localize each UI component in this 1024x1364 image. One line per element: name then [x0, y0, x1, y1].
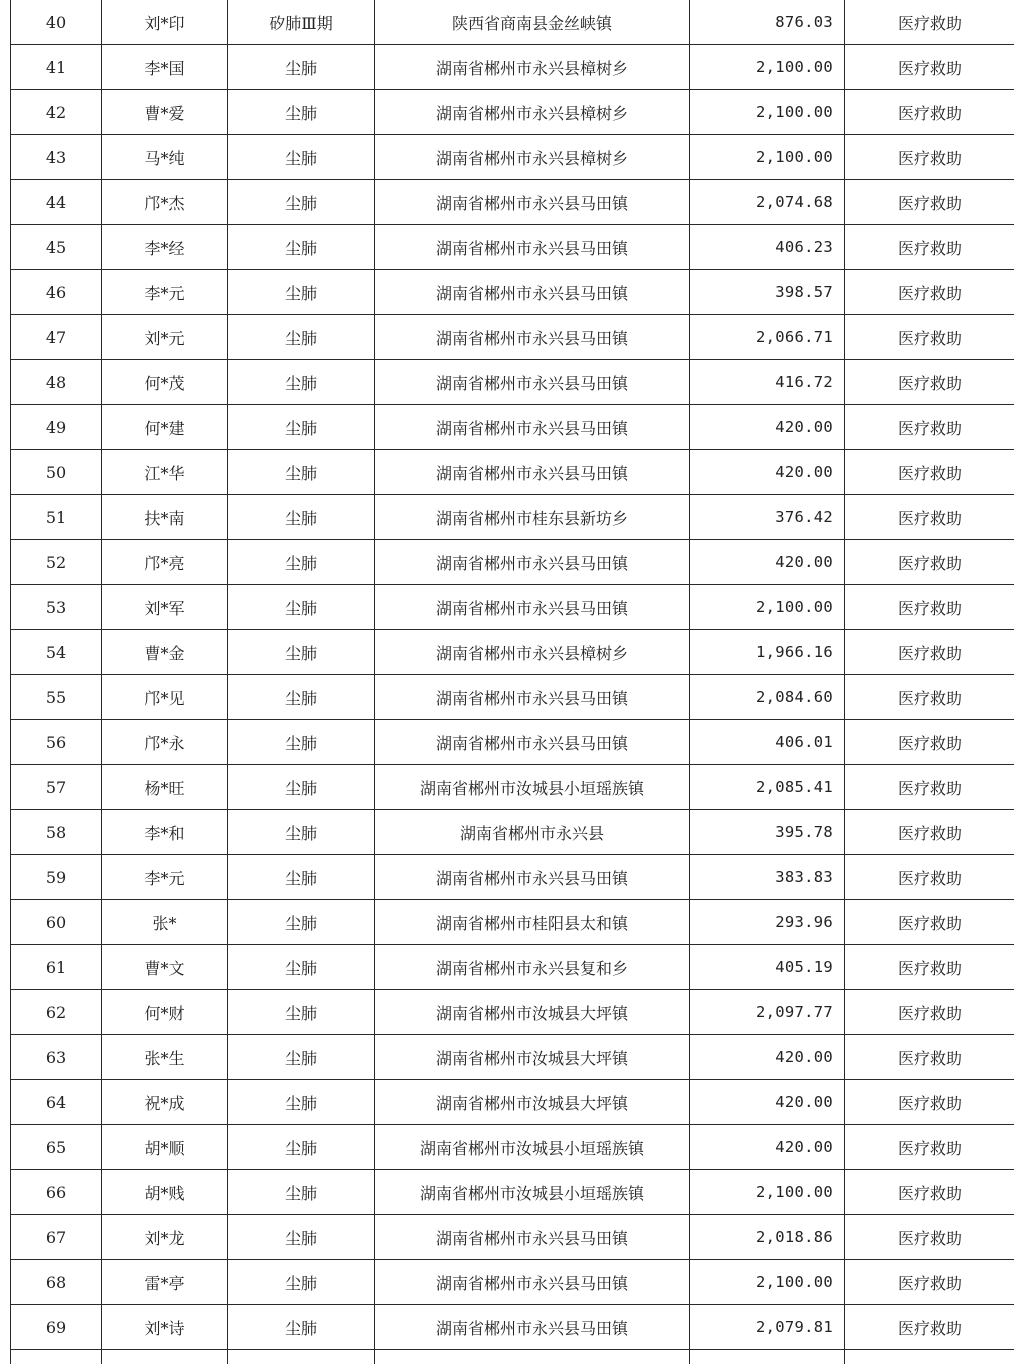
table-row [11, 45, 1015, 90]
row-number-cell: 46 [11, 270, 102, 315]
person-name-cell: 马*纯 [102, 135, 228, 180]
aid-type-cell: 医疗救助 [845, 225, 1015, 270]
amount-cell: 405.19 [690, 945, 845, 990]
amount-cell: 1,966.16 [690, 630, 845, 675]
amount-cell: 2,018.86 [690, 1215, 845, 1260]
disease-cell: 尘肺 [228, 900, 375, 945]
aid-type-cell: 医疗救助 [845, 630, 1015, 675]
row-number-cell: 47 [11, 315, 102, 360]
row-number-cell: 65 [11, 1125, 102, 1170]
aid-type-cell: 医疗救助 [845, 1080, 1015, 1125]
disease-cell: 尘肺 [228, 135, 375, 180]
amount-cell: 420.00 [690, 540, 845, 585]
address-cell: 湖南省郴州市汝城县小垣瑶族镇 [375, 1125, 690, 1170]
address-cell: 湖南省郴州市永兴县马田镇 [375, 180, 690, 225]
disease-cell: 尘肺 [228, 1260, 375, 1305]
aid-type-cell: 医疗救助 [845, 540, 1015, 585]
person-name-cell: 邝*见 [102, 675, 228, 720]
aid-type-cell: 医疗救助 [845, 1215, 1015, 1260]
aid-type-cell: 医疗救助 [845, 1125, 1015, 1170]
amount-cell: 420.00 [690, 1125, 845, 1170]
row-number-cell: 67 [11, 1215, 102, 1260]
person-name-cell: 刘*龙 [102, 1215, 228, 1260]
disease-cell: 尘肺 [228, 180, 375, 225]
aid-type-cell: 医疗救助 [845, 810, 1015, 855]
person-name-cell: 刘*印 [102, 0, 228, 45]
address-cell: 湖南省郴州市汝城县大坪镇 [375, 1035, 690, 1080]
empty-cell [228, 1350, 375, 1364]
person-name-cell: 李*和 [102, 810, 228, 855]
address-cell: 湖南省郴州市永兴县复和乡 [375, 945, 690, 990]
table-row [11, 1125, 1015, 1170]
table-row [11, 585, 1015, 630]
aid-type-cell: 医疗救助 [845, 720, 1015, 765]
amount-cell: 383.83 [690, 855, 845, 900]
person-name-cell: 雷*亭 [102, 1260, 228, 1305]
disease-cell: 尘肺 [228, 585, 375, 630]
disease-cell: 矽肺Ⅲ期 [228, 0, 375, 45]
table-row [11, 90, 1015, 135]
disease-cell: 尘肺 [228, 1035, 375, 1080]
disease-cell: 尘肺 [228, 720, 375, 765]
disease-cell: 尘肺 [228, 675, 375, 720]
row-number-cell: 42 [11, 90, 102, 135]
person-name-cell: 张* [102, 900, 228, 945]
address-cell: 湖南省郴州市永兴县马田镇 [375, 360, 690, 405]
person-name-cell: 曹*文 [102, 945, 228, 990]
disease-cell: 尘肺 [228, 1080, 375, 1125]
amount-cell: 2,100.00 [690, 90, 845, 135]
address-cell: 湖南省郴州市汝城县小垣瑶族镇 [375, 1170, 690, 1215]
row-number-cell: 45 [11, 225, 102, 270]
disease-cell: 尘肺 [228, 990, 375, 1035]
disease-cell: 尘肺 [228, 1125, 375, 1170]
table-row [11, 630, 1015, 675]
address-cell: 湖南省郴州市永兴县马田镇 [375, 270, 690, 315]
address-cell: 湖南省郴州市永兴县马田镇 [375, 1215, 690, 1260]
amount-cell: 416.72 [690, 360, 845, 405]
person-name-cell: 刘*诗 [102, 1305, 228, 1350]
amount-cell: 293.96 [690, 900, 845, 945]
row-number-cell: 68 [11, 1260, 102, 1305]
aid-type-cell: 医疗救助 [845, 1035, 1015, 1080]
table-row [11, 0, 1015, 45]
table-row [11, 1035, 1015, 1080]
disease-cell: 尘肺 [228, 360, 375, 405]
aid-type-cell: 医疗救助 [845, 945, 1015, 990]
address-cell: 湖南省郴州市永兴县马田镇 [375, 450, 690, 495]
table-row [11, 225, 1015, 270]
table-row [11, 540, 1015, 585]
row-number-cell: 40 [11, 0, 102, 45]
table-row [11, 765, 1015, 810]
empty-cell [375, 1350, 690, 1364]
disease-cell: 尘肺 [228, 450, 375, 495]
address-cell: 湖南省郴州市汝城县大坪镇 [375, 1080, 690, 1125]
row-number-cell: 50 [11, 450, 102, 495]
aid-type-cell: 医疗救助 [845, 765, 1015, 810]
disease-cell: 尘肺 [228, 315, 375, 360]
aid-type-cell: 医疗救助 [845, 1170, 1015, 1215]
aid-type-cell: 医疗救助 [845, 270, 1015, 315]
table-row [11, 1305, 1015, 1350]
address-cell: 湖南省郴州市汝城县小垣瑶族镇 [375, 765, 690, 810]
empty-cell [102, 1350, 228, 1364]
row-number-cell: 54 [11, 630, 102, 675]
disease-cell: 尘肺 [228, 1305, 375, 1350]
table-row [11, 495, 1015, 540]
aid-type-cell: 医疗救助 [845, 1260, 1015, 1305]
person-name-cell: 杨*旺 [102, 765, 228, 810]
disease-cell: 尘肺 [228, 810, 375, 855]
disease-cell: 尘肺 [228, 45, 375, 90]
disease-cell: 尘肺 [228, 405, 375, 450]
disease-cell: 尘肺 [228, 1170, 375, 1215]
row-number-cell: 41 [11, 45, 102, 90]
amount-cell: 420.00 [690, 405, 845, 450]
person-name-cell: 李*经 [102, 225, 228, 270]
aid-type-cell: 医疗救助 [845, 0, 1015, 45]
table-row [11, 990, 1015, 1035]
person-name-cell: 何*财 [102, 990, 228, 1035]
amount-cell: 2,100.00 [690, 585, 845, 630]
amount-cell: 395.78 [690, 810, 845, 855]
person-name-cell: 邝*永 [102, 720, 228, 765]
person-name-cell: 邝*亮 [102, 540, 228, 585]
aid-type-cell: 医疗救助 [845, 450, 1015, 495]
aid-type-cell: 医疗救助 [845, 180, 1015, 225]
person-name-cell: 曹*爱 [102, 90, 228, 135]
address-cell: 湖南省郴州市汝城县大坪镇 [375, 990, 690, 1035]
address-cell: 湖南省郴州市永兴县马田镇 [375, 675, 690, 720]
amount-cell: 2,100.00 [690, 1260, 845, 1305]
table-row [11, 180, 1015, 225]
row-number-cell: 64 [11, 1080, 102, 1125]
amount-cell: 2,100.00 [690, 1170, 845, 1215]
disease-cell: 尘肺 [228, 270, 375, 315]
address-cell: 湖南省郴州市永兴县樟树乡 [375, 135, 690, 180]
person-name-cell: 胡*顺 [102, 1125, 228, 1170]
aid-type-cell: 医疗救助 [845, 360, 1015, 405]
person-name-cell: 胡*贱 [102, 1170, 228, 1215]
amount-cell: 2,100.00 [690, 135, 845, 180]
person-name-cell: 刘*元 [102, 315, 228, 360]
aid-type-cell: 医疗救助 [845, 900, 1015, 945]
aid-type-cell: 医疗救助 [845, 45, 1015, 90]
table-row [11, 855, 1015, 900]
amount-cell: 420.00 [690, 450, 845, 495]
disease-cell: 尘肺 [228, 630, 375, 675]
table-row [11, 945, 1015, 990]
aid-type-cell: 医疗救助 [845, 855, 1015, 900]
amount-cell: 2,066.71 [690, 315, 845, 360]
disease-cell: 尘肺 [228, 765, 375, 810]
aid-type-cell: 医疗救助 [845, 315, 1015, 360]
address-cell: 湖南省郴州市桂阳县太和镇 [375, 900, 690, 945]
row-number-cell: 48 [11, 360, 102, 405]
aid-type-cell: 医疗救助 [845, 405, 1015, 450]
row-number-cell: 44 [11, 180, 102, 225]
row-number-cell: 69 [11, 1305, 102, 1350]
empty-cell [845, 1350, 1015, 1364]
empty-cell [690, 1350, 845, 1364]
row-number-cell: 55 [11, 675, 102, 720]
address-cell: 陕西省商南县金丝峡镇 [375, 0, 690, 45]
amount-cell: 2,097.77 [690, 990, 845, 1035]
person-name-cell: 邝*杰 [102, 180, 228, 225]
table-row [11, 720, 1015, 765]
table-row [11, 1170, 1015, 1215]
person-name-cell: 祝*成 [102, 1080, 228, 1125]
disease-cell: 尘肺 [228, 225, 375, 270]
person-name-cell: 曹*金 [102, 630, 228, 675]
row-number-cell: 59 [11, 855, 102, 900]
table-row [11, 135, 1015, 180]
address-cell: 湖南省郴州市永兴县马田镇 [375, 720, 690, 765]
amount-cell: 2,100.00 [690, 45, 845, 90]
person-name-cell: 扶*南 [102, 495, 228, 540]
disease-cell: 尘肺 [228, 855, 375, 900]
disease-cell: 尘肺 [228, 540, 375, 585]
row-number-cell: 60 [11, 900, 102, 945]
row-number-cell: 62 [11, 990, 102, 1035]
row-number-cell: 43 [11, 135, 102, 180]
address-cell: 湖南省郴州市永兴县马田镇 [375, 1260, 690, 1305]
amount-cell: 2,074.68 [690, 180, 845, 225]
address-cell: 湖南省郴州市永兴县 [375, 810, 690, 855]
aid-type-cell: 医疗救助 [845, 90, 1015, 135]
aid-type-cell: 医疗救助 [845, 675, 1015, 720]
person-name-cell: 李*元 [102, 855, 228, 900]
amount-cell: 2,079.81 [690, 1305, 845, 1350]
row-number-cell: 52 [11, 540, 102, 585]
row-number-cell: 58 [11, 810, 102, 855]
person-name-cell: 张*生 [102, 1035, 228, 1080]
aid-type-cell: 医疗救助 [845, 135, 1015, 180]
row-number-cell: 51 [11, 495, 102, 540]
address-cell: 湖南省郴州市永兴县马田镇 [375, 1305, 690, 1350]
table-row [11, 900, 1015, 945]
table-row [11, 1215, 1015, 1260]
table-row [11, 315, 1015, 360]
address-cell: 湖南省郴州市永兴县马田镇 [375, 405, 690, 450]
address-cell: 湖南省郴州市永兴县马田镇 [375, 855, 690, 900]
aid-type-cell: 医疗救助 [845, 585, 1015, 630]
table-row [11, 405, 1015, 450]
row-number-cell: 66 [11, 1170, 102, 1215]
address-cell: 湖南省郴州市永兴县樟树乡 [375, 45, 690, 90]
row-number-cell: 49 [11, 405, 102, 450]
table-row [11, 810, 1015, 855]
amount-cell: 420.00 [690, 1035, 845, 1080]
table-row [11, 360, 1015, 405]
table-row-partial [11, 1350, 1015, 1364]
person-name-cell: 江*华 [102, 450, 228, 495]
amount-cell: 376.42 [690, 495, 845, 540]
address-cell: 湖南省郴州市永兴县樟树乡 [375, 630, 690, 675]
aid-type-cell: 医疗救助 [845, 1305, 1015, 1350]
table-body [11, 0, 1015, 1364]
row-number-cell: 53 [11, 585, 102, 630]
row-number-cell: 57 [11, 765, 102, 810]
person-name-cell: 刘*军 [102, 585, 228, 630]
empty-cell [11, 1350, 102, 1364]
document-page [10, 0, 1014, 1364]
disease-cell: 尘肺 [228, 90, 375, 135]
amount-cell: 398.57 [690, 270, 845, 315]
row-number-cell: 56 [11, 720, 102, 765]
amount-cell: 420.00 [690, 1080, 845, 1125]
address-cell: 湖南省郴州市永兴县马田镇 [375, 540, 690, 585]
row-number-cell: 63 [11, 1035, 102, 1080]
amount-cell: 2,085.41 [690, 765, 845, 810]
amount-cell: 406.23 [690, 225, 845, 270]
row-number-cell: 61 [11, 945, 102, 990]
amount-cell: 2,084.60 [690, 675, 845, 720]
address-cell: 湖南省郴州市桂东县新坊乡 [375, 495, 690, 540]
amount-cell: 876.03 [690, 0, 845, 45]
aid-type-cell: 医疗救助 [845, 990, 1015, 1035]
amount-cell: 406.01 [690, 720, 845, 765]
address-cell: 湖南省郴州市永兴县马田镇 [375, 225, 690, 270]
person-name-cell: 李*元 [102, 270, 228, 315]
table-row [11, 1260, 1015, 1305]
table-row [11, 1080, 1015, 1125]
disease-cell: 尘肺 [228, 1215, 375, 1260]
person-name-cell: 何*茂 [102, 360, 228, 405]
person-name-cell: 李*国 [102, 45, 228, 90]
table-row [11, 675, 1015, 720]
disease-cell: 尘肺 [228, 495, 375, 540]
table-row [11, 450, 1015, 495]
address-cell: 湖南省郴州市永兴县马田镇 [375, 585, 690, 630]
aid-type-cell: 医疗救助 [845, 495, 1015, 540]
person-name-cell: 何*建 [102, 405, 228, 450]
address-cell: 湖南省郴州市永兴县马田镇 [375, 315, 690, 360]
disease-cell: 尘肺 [228, 945, 375, 990]
table-row [11, 270, 1015, 315]
relief-list-table [10, 0, 1014, 1364]
address-cell: 湖南省郴州市永兴县樟树乡 [375, 90, 690, 135]
